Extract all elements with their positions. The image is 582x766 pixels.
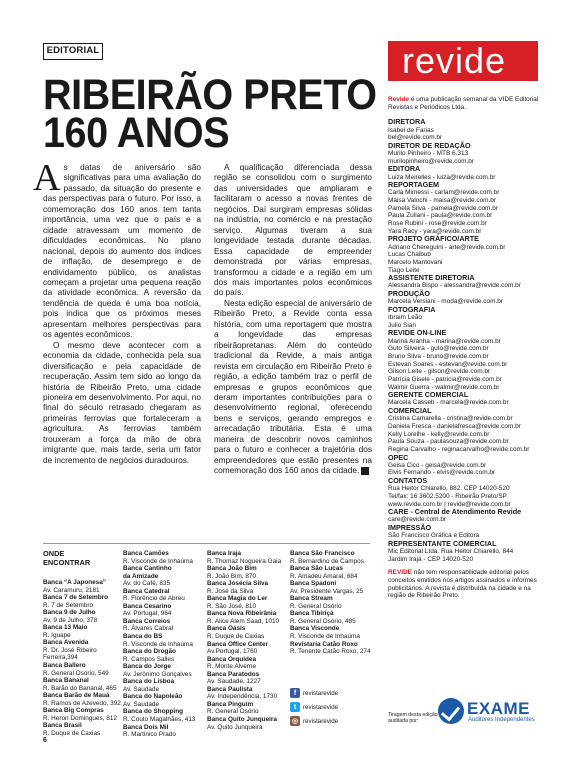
newsstand-name: Banca Office Center	[207, 640, 269, 648]
newsstand-address: R. 7 de Setembro	[43, 601, 94, 609]
newsstand-name: Banca São Francisco	[290, 550, 355, 557]
newsstand-name: Banca do Jorge	[123, 663, 171, 671]
social-handle: revistarevide	[303, 703, 339, 711]
article-column-2	[214, 162, 372, 476]
article-paragraph	[33, 157, 201, 340]
drop-cap: A	[33, 157, 61, 199]
newsstand-address: Av. 9 de Julho, 378	[43, 616, 98, 624]
masthead-disclaimer	[388, 569, 548, 600]
masthead-line: Estevan Soares - estevan@revide.com.br	[388, 360, 508, 368]
masthead-heading: PROJETO GRÁFICO/ARTE	[388, 234, 479, 244]
social-facebook[interactable]	[290, 687, 338, 699]
masthead-line: Yara Racy - yara@revide.com.br	[388, 227, 482, 235]
masthead-line: Paula Zuliani - paula@revide.com.br	[388, 212, 493, 220]
masthead-heading: CARE - Central de Atendimento Revide	[388, 507, 522, 517]
masthead-heading: FOTOGRAFIA	[388, 304, 436, 314]
masthead-line: Carla Mimessi - carlam@revide.com.br	[388, 189, 500, 197]
masthead-heading: OPEC	[388, 452, 409, 462]
masthead-line: Marina Aranha - marina@revide.com.br	[388, 337, 501, 345]
newsstand-name: Banca 7 de Setembro	[43, 594, 108, 602]
newsstand-name: Banca Tibiriçá	[290, 610, 334, 618]
masthead-line: Walmir Guerra - walmir@revide.com.br	[388, 383, 500, 391]
newsstand-address: R. General Osório, 485	[290, 617, 356, 625]
newsstand-name: Banca João Bim	[207, 565, 257, 573]
newsstand-address: Av. Quito Junqueira	[207, 723, 263, 731]
revide-logo: revide	[388, 41, 538, 81]
newsstand-name: Banca Nova Ribeirânia	[207, 610, 277, 618]
newsstand-name: Banca Correios	[123, 617, 171, 625]
masthead-line: Kelly Lorelhe - kelly@revide.com.br	[388, 430, 490, 438]
masthead-heading: GERENTE COMERCIAL	[388, 390, 469, 400]
newsstand-address: R. Barão do Bananal, 465	[43, 684, 117, 692]
social-links	[290, 687, 338, 729]
social-handle: revistarevide	[303, 689, 339, 697]
masthead-line: Mic Editorial Ltda. Rua Heitor Chiarello, 844	[388, 548, 514, 556]
newsstand-address: R. Tenente Catão Roxo, 274	[290, 648, 371, 656]
newsstand-address: R. Heron Domingues, 812	[43, 714, 117, 722]
newsstand-address: Av. Presidente Vargas, 25	[290, 587, 364, 595]
masthead-line: Murilo Pinheiro - MTB 6.313	[388, 150, 469, 158]
locations-column-2	[123, 550, 211, 739]
newsstand-address: R. Ramos de Azevedo, 392	[43, 699, 121, 707]
newsstand-name: Banca Bananal	[43, 677, 89, 685]
newsstand-name: Banca 13 Maio	[43, 624, 88, 632]
newsstand-address: R. Visconde de Inhaúma	[123, 640, 193, 648]
newsstand-address: R. General Osório	[290, 602, 342, 610]
newsstand-address: R. Alice Alem Saad, 1010	[207, 617, 280, 625]
masthead-heading: REVIDE ON-LINE	[388, 328, 447, 338]
masthead-line: Geisa Cico - geisa@revide.com.br	[388, 461, 487, 469]
newsstand-name: Banca Oásis	[207, 625, 246, 633]
newsstand-name: Revistaria Catão Roxo	[290, 640, 358, 648]
section-divider	[43, 543, 370, 544]
instagram-icon: ◎	[291, 717, 299, 725]
newsstand-name: Banca Cesarino	[123, 602, 172, 610]
newsstand-name: Banca Orquídea	[207, 655, 257, 663]
newsstand-address: R. José da Silva	[207, 587, 254, 595]
masthead-line: bel@revide.com.br	[388, 134, 443, 142]
newsstand-name: Banca Dois Mil	[123, 723, 169, 731]
newsstand-address: R. Duque de Caxias	[207, 633, 265, 641]
newsstand-name: Banca Magia do Ler	[207, 595, 268, 603]
newsstand-address: Av.Portugal, 1760	[207, 648, 258, 656]
article-column-1	[33, 157, 201, 465]
disclaimer-text: não tem responsabilidade editorial pelos conceitos emitidos nos artigos assinados e informes publicitários. A revista é distribuída na cidade e na região de Ribeirão Preto.	[388, 569, 537, 600]
newsstand-name: Banca Paulista	[207, 685, 253, 693]
locations-column-3	[207, 550, 295, 731]
social-twitter[interactable]	[290, 701, 338, 713]
masthead-line: Regina Carvalho - reginacarvalho@revide.com.br	[388, 445, 530, 453]
social-instagram[interactable]	[290, 715, 338, 727]
newsstand-name: Banca Avenida	[43, 639, 89, 647]
newsstand-name: Banca Ballero	[43, 662, 86, 670]
newsstand-name: Banca do BS	[123, 633, 163, 641]
masthead-line: Jardim Irajá - CEP 14020-520	[388, 555, 474, 563]
newsstand-address: R. Couto Magalhães, 413	[123, 716, 196, 724]
newsstand-address: Ferreira,394	[43, 654, 78, 662]
masthead-heading: CONTATOS	[388, 476, 428, 486]
newsstand-address: R. São José, 810	[207, 602, 257, 610]
newsstand-name: Banca Brasil	[43, 722, 82, 730]
masthead-intro-text: é uma publicação semanal da VIDE Editorial Revistas e Periódicos Ltda.	[388, 96, 539, 111]
newsstand-name: Banca Pinguim	[207, 700, 254, 708]
masthead-line: www.revide.com.br | revide@revide.com.br	[388, 500, 511, 508]
newsstand-address: R. Campos Salles	[123, 655, 175, 663]
headline	[43, 71, 377, 157]
checkmark-badge-icon	[438, 698, 464, 724]
masthead-intro	[388, 96, 548, 111]
article-paragraph	[214, 298, 372, 476]
newsstand-name: Banca Josécia Silva	[207, 580, 269, 588]
masthead-line: Daniela Fresca - danielafresca@revide.com.br	[388, 422, 521, 430]
newsstand-address: R. Visconde de Inhaúma	[123, 557, 193, 565]
newsstand-address: R. João Bim, 870	[207, 572, 257, 580]
masthead	[388, 96, 548, 600]
newsstand-name: Banca São Lucas	[290, 565, 343, 573]
masthead-line: care@revide.com.br	[388, 516, 447, 524]
masthead-line: São Francisco Gráfica e Editora	[388, 532, 480, 540]
newsstand-name: da Amizade	[123, 572, 159, 580]
masthead-line: murilopinheiro@revide.com.br	[388, 157, 474, 165]
masthead-heading: EDITORA	[388, 164, 421, 174]
newsstand-name: Banca do Napoleão	[123, 693, 183, 701]
masthead-line: Paula Souza - paulasouza@revide.com.br	[388, 438, 509, 446]
facebook-icon: f	[290, 688, 300, 698]
newsstand-address: R. Visconde de Inhaúma	[290, 633, 360, 641]
section-tag: EDITORIAL	[43, 43, 103, 60]
masthead-heading: DIRETORA	[388, 117, 426, 127]
where-to-find-line-2: ENCONTRAR	[43, 557, 91, 567]
where-to-find-line-1: ONDE	[43, 549, 65, 558]
newsstand-address: Av. Portugal, 964	[123, 610, 172, 618]
newsstand-address: Av. Caramuru, 2181	[43, 586, 100, 594]
masthead-line: Pamela Silva - pamela@revide.com.br	[388, 204, 498, 212]
newsstand-name: Banca Big Compras	[43, 707, 104, 715]
where-to-find-heading	[43, 550, 90, 567]
masthead-line: Bruno Silva - bruno@revide.com.br	[388, 352, 489, 360]
masthead-line: Adriano Chereguini - arte@revide.com.br	[388, 243, 506, 251]
masthead-brand: Revide	[388, 96, 410, 103]
exame-logo	[438, 698, 550, 728]
newsstand-address: R. General Osório	[207, 708, 259, 716]
masthead-line: Lucas Chaibub	[388, 251, 431, 259]
article-paragraph: A qualificação diferenciada dessa região se consolidou com o surgimento das universidades que ampliaram e facilitaram o acesso a novas frentes de negócios. Daí surgiram empresas sólidas na indústria, no comércio e na prestação serviço. Algumas tiveram a sua longevidade testada durante décadas. Essa capacidade de empreender demonstrada por várias empresas, transformou a cidade e a região em um dos mais importantes polos econômicos do país.	[214, 162, 372, 298]
masthead-line: Luiza Meirelles - luiza@revide.com.br	[388, 173, 496, 181]
locations-column-1	[43, 579, 131, 737]
newsstand-address: R. Dr. José Ribeiro	[43, 646, 97, 654]
masthead-line: Gilson Leite - gilson@revide.com.br	[388, 368, 491, 376]
newsstand-address: Av. Jerônimo Gonçalves	[123, 670, 192, 678]
article-paragraph: O mesmo deve acontecer com a economia da cidade, conhecida pela sua diversificação e pela capacidade de recuperação. Assim tem sido ao longo da história de Ribeirão Preto, uma cidade pioneira em desenvolvimento. Por aqui, no final do século retrasado chegaram as primeiras ferrovias que fortaleceram a agricultura. As ferrovias também trouxeram a força da mão de obra imigrante que, mais tarde, seria um fator de incremento de negócios duradouros.	[43, 339, 201, 465]
headline-line-2: 160 ANOS	[43, 109, 230, 157]
masthead-line: Elvis Fernando - elvis@revide.com.br	[388, 469, 496, 477]
masthead-line: Patrícia Gisele - patricia@revide.com.br	[388, 375, 502, 383]
newsstand-name: Banca do Shopping	[123, 708, 183, 716]
newsstand-address: R. Duque de Caxias	[43, 729, 101, 737]
newsstand-name: Banca Quito Junqueira	[207, 716, 277, 724]
newsstand-name: Banca Spadoni	[290, 580, 337, 588]
newsstand-address: R. Thomaz Nogueira Gaia	[207, 557, 282, 565]
exame-subtitle: Auditores Independentes	[468, 717, 535, 723]
masthead-line: Alessandra Bispo - alessandra@revide.com.br	[388, 282, 521, 290]
newsstand-name: Banca Visconde	[290, 625, 340, 633]
masthead-line: Guto Silveira - guto@revide.com.br	[388, 345, 489, 353]
newsstand-address: Av. Saudade	[123, 685, 160, 693]
newsstand-name: Banca do Lisboa	[123, 678, 175, 686]
exame-wordmark: EXAME	[467, 699, 530, 718]
newsstand-name: Banca Catedral	[123, 587, 170, 595]
masthead-line: Marcelo Mantovani	[388, 258, 443, 266]
disclaimer-brand: REVIDE	[388, 569, 412, 577]
masthead-heading: REPORTAGEM	[388, 180, 439, 190]
newsstand-name: Banca Paratodos	[207, 670, 260, 678]
masthead-line: Ibraim Leão	[388, 314, 422, 322]
newsstand-address: Av. Saudade, 1227	[207, 678, 261, 686]
masthead-groups	[388, 118, 548, 563]
headline-line-1: RIBEIRÃO PRETO	[43, 71, 377, 119]
newsstand-address: R. Martinico Prado	[123, 731, 176, 739]
locations-column-4	[290, 550, 378, 656]
article-text: Nesta edição especial de aniversário de Ribeirão Preto, a Revide conta essa história, com uma reportagem que mostra a longevidade das empresas ribeirãopretanas. Além do conteúdo tradicional da Revide, a mais antiga revista em circulação em Ribeirão Preto e região, a edição também traz o perfil de empresas e grupos econômicos que deram importantes contribuições para o desenvolvimento regional, oferecendo bens e serviços, gerando empregos e arrecadação tributária. Esta é uma maneira de descobrir novos caminhos para o futuro e conhecer a trajetória dos empreendedores que estão presentes na comemoração dos 160 anos da cidade.	[214, 297, 372, 476]
newsstand-address: R. Iguape	[43, 631, 71, 639]
masthead-heading: IMPRESSÃO	[388, 523, 432, 533]
masthead-heading: DIRETOR DE REDAÇÃO	[388, 140, 471, 150]
audit-note: Tiragem desta edição auditada por:	[388, 712, 438, 725]
masthead-heading: ASSISTENTE DIRETORIA	[388, 273, 475, 283]
newsstand-address: R. Florêncio de Abreu	[123, 595, 185, 603]
newsstand-address: Av. Independência, 1730	[207, 693, 278, 701]
newsstand-address: R. General Osório, 549	[43, 669, 109, 677]
twitter-icon: t	[290, 702, 300, 712]
newsstand-address: R. Álvares Cabral	[123, 625, 174, 633]
newsstand-address: R. Bernardino de Campos	[290, 557, 364, 565]
end-mark-icon	[361, 467, 369, 475]
masthead-line: Marcela Versiani - moda@revide.com.br	[388, 298, 503, 306]
masthead-heading: PRODUÇÃO	[388, 289, 430, 299]
newsstand-name: Banca Iraja	[207, 550, 242, 557]
newsstand-name: Banca “A Japonesa”	[43, 579, 106, 586]
newsstand-name: Banca 9 de Julho	[43, 609, 96, 617]
masthead-line: Marcela Casseb - marcela@revide.com.br	[388, 399, 509, 407]
page-number: 6	[43, 737, 47, 744]
masthead-line: Cristina Camarella - cristina@revide.com.br	[388, 415, 513, 423]
masthead-line: Tiago Leite	[388, 266, 420, 274]
masthead-line: Julio Sian	[388, 321, 416, 329]
masthead-line: Rose Rubini - rose@revide.com.br	[388, 220, 487, 228]
social-handle: revistarevide	[303, 717, 339, 725]
where-to-find-title	[43, 550, 90, 574]
masthead-line: Rua Heitor Chiarello, 882. CEP 14020-520	[388, 485, 510, 493]
newsstand-name: Banca Barão de Mauá	[43, 692, 110, 700]
masthead-line: Isabel de Farias	[388, 126, 434, 134]
masthead-heading: COMERCIAL	[388, 406, 432, 416]
newsstand-name: Banca Camões	[123, 550, 169, 557]
masthead-line: Máisa Valochi - maisa@revide.com.br	[388, 197, 497, 205]
newsstand-name: Banca Stream	[290, 595, 333, 603]
masthead-heading: REPRESENTANTE COMERCIAL	[388, 538, 497, 548]
newsstand-address: R. Amadeu Amaral, 684	[290, 572, 358, 580]
newsstand-name: Banca do Drogão	[123, 648, 176, 656]
article-text: s datas de aniversário são significativas para uma avaliação do passado, da situação do presente e das perspectivas para o futuro. Por isso, a comemoração dos 160 anos tem tanta importância, uma vez que o país e a cidade atravessam um momento de dificuldades econômicas. No plano nacional, depois do aumento dos índices de inflação, de desemprego e de endividamento público, os analistas começam a projetar uma pequena reação da atividade econômica. A reversão da tendência de queda é uma boa notícia, pois indica que os próximos meses apresentam melhores perspectivas para os agentes econômicos.	[43, 162, 201, 340]
newsstand-name: Banca Cantinho	[123, 565, 172, 573]
newsstand-address: R. Monte Alverne	[207, 663, 257, 671]
masthead-line: Tel/fax: 16 3602.5200 - Ribeirão Preto/SP	[388, 492, 507, 500]
newsstand-address: Av. do Café, 835	[123, 580, 171, 588]
newsstand-address: Av. Saudade	[123, 700, 160, 708]
